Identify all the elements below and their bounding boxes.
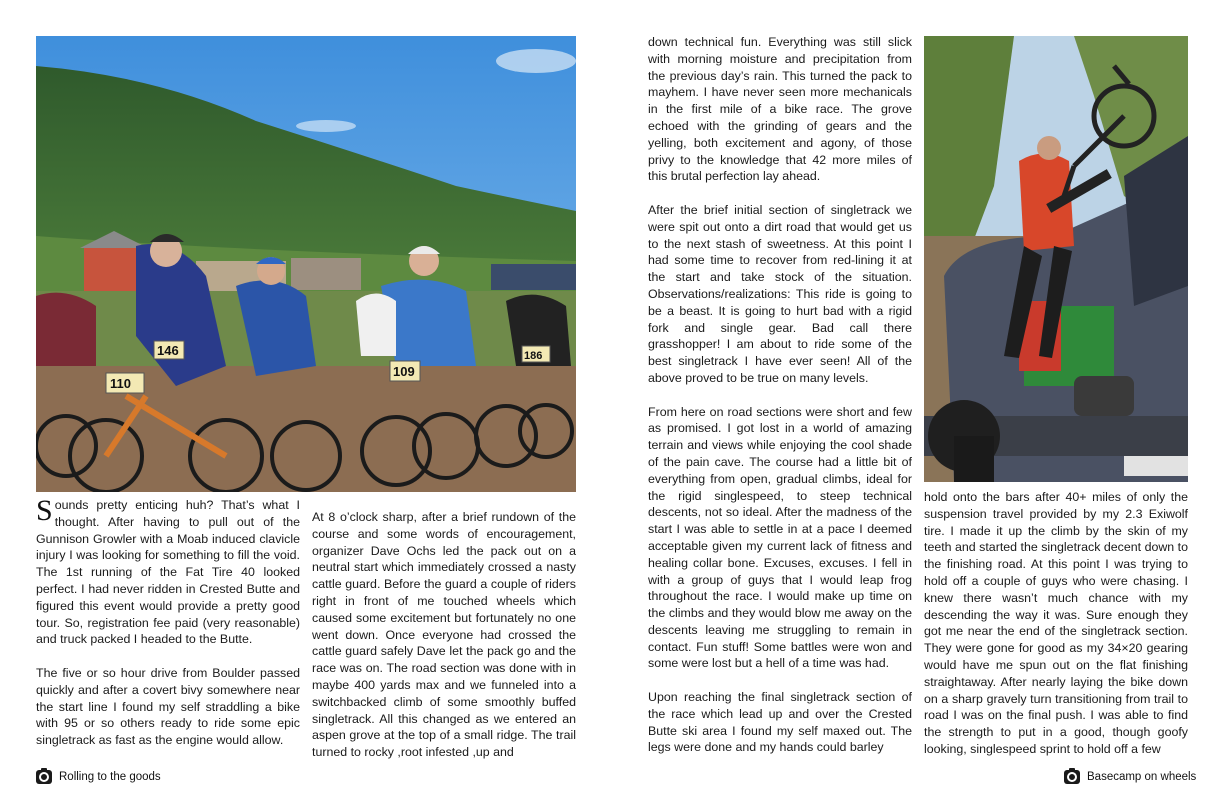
caption-text: Basecamp on wheels [1087,771,1197,783]
photo-caption-right [1064,768,1196,786]
photo-caption-left [36,768,161,786]
drop-cap: S [36,494,53,527]
body-paragraph: After the brief initial section of singletrack we were spit out onto a dirt road that would get us to the next stash of sweetness. At this point I had some time to recover from red-lining it at the start and take stock of the situation. Observations/realizations: This ride is going to be a beast. It is going to hurt bad with a rigid fork and single gear. Bad call there grasshopper! I am about to ride some of the best singletrack I have ever seen! All of the above proved to be true on many levels. [648,202,912,385]
plate-number: 110 [110,376,131,391]
plate-number: 186 [524,350,543,362]
body-paragraph [36,494,300,648]
body-paragraph: Upon reaching the final singletrack section of the race which lead up and over the Crested Butte ski area I found my self maxed out. The legs were done and my hands could barley [648,690,912,755]
body-paragraph: From here on road sections were short and few as promised. I got lost in a world of amazing terrain and views while enjoying the cool shade of the pain cave. The course had a little bit of everything from open, gradual climbs, ideal for the rigid singlespeed, to steep technical descents, not so ideal. After the madness of the start I was able to settle in at a pace I deemed acceptable given my current lack of fitness and healing collar bone. Excuses, excuses. I fell in with a group of guys that I would leap frog throughout the race. I would make up time on the climbs and they would blow me away on the descents leaving me struggling to remain in contact. Fun stuff! Some battles were won and some were lost but a hell of a time was had. [648,404,912,671]
paragraph-text: ounds pretty enticing huh? That’s what I thought. After having to pull out of the Gunnison Growler with a Moab induced clavicle injury I was looking for something to fill the void. The 1st running of the Fat Tire 40 looked perfect. I had never ridden in Crested Butte and figured this event would provide a pretty good tour. So, registration fee paid (very reasonable) and truck packed I headed to the Butte. [36,498,300,647]
truck-bike-photo [924,36,1188,482]
body-paragraph: hold onto the bars after 40+ miles of only the suspension travel provided by my 2.3 Exiwolf tire. I made it up the climb by the skin of my teeth and started the singletrack decent down to the finishing road. At this point I was trying to hold off a couple of guys who were chasing. I knew there wasn’t much chance with my descending the way it was. Sure enough they got me near the end of the singletrack section. They were gone for good as my 34×20 gearing would have me spun out on the flat finishing straightaway. After nearly laying the bike down on a sharp gravely turn transitioning from trail to road I was on the final push. I was able to find the strength to put in a good, though goofy looking, singlespeed sprint to hold off a few [924,490,1188,756]
caption-text: Rolling to the goods [59,771,161,783]
text-column-right-2 [924,489,1188,758]
body-paragraph: At 8 o’clock sharp, after a brief rundown of the course and some words of encouragement, organizer Dave Ochs led the pack out on a neutral start which immediately crossed a nasty cattle guard. Before the guard a couple of riders right in front of me touched wheels which caused some excitement but fortunately no one went down. Once everyone had crossed the cattle guard safely Dave let the pack go and the race was on. The road section was done with in maybe 400 yards max and we funneled into a switchbacked climb of some smoothly buffed singletrack. All this changed as we entered an aspen grove at the top of a small ridge. The trail turned to rocky ,root infested ,up and [312,510,576,760]
race-start-photo [36,36,576,492]
race-start-illustration [36,36,576,492]
camera-icon [1064,770,1080,784]
body-paragraph: The five or so hour drive from Boulder passed quickly and after a covert bivy somewhere near the start line I found my self straddling a bike with 95 or so others ready to ride some epic singletrack as fast as the engine would allow. [36,665,300,748]
plate-number: 109 [393,364,415,379]
text-column-left-1 [36,494,300,749]
plate-number: 146 [157,343,179,358]
text-column-left-2 [312,509,576,761]
camera-icon [36,770,52,784]
text-column-right-1 [648,34,912,756]
body-paragraph: down technical fun. Everything was still slick with morning moisture and precipitation from the previous day’s rain. This turned the pack to mayhem. I have never seen more mechanicals in the first mile of a bike race. The grove echoed with the grinding of gears and the yelling, both excitement and agony, of those privy to the knowledge that 42 more miles of this brutal perfection lay ahead. [648,35,912,184]
truck-bike-illustration [924,36,1188,482]
